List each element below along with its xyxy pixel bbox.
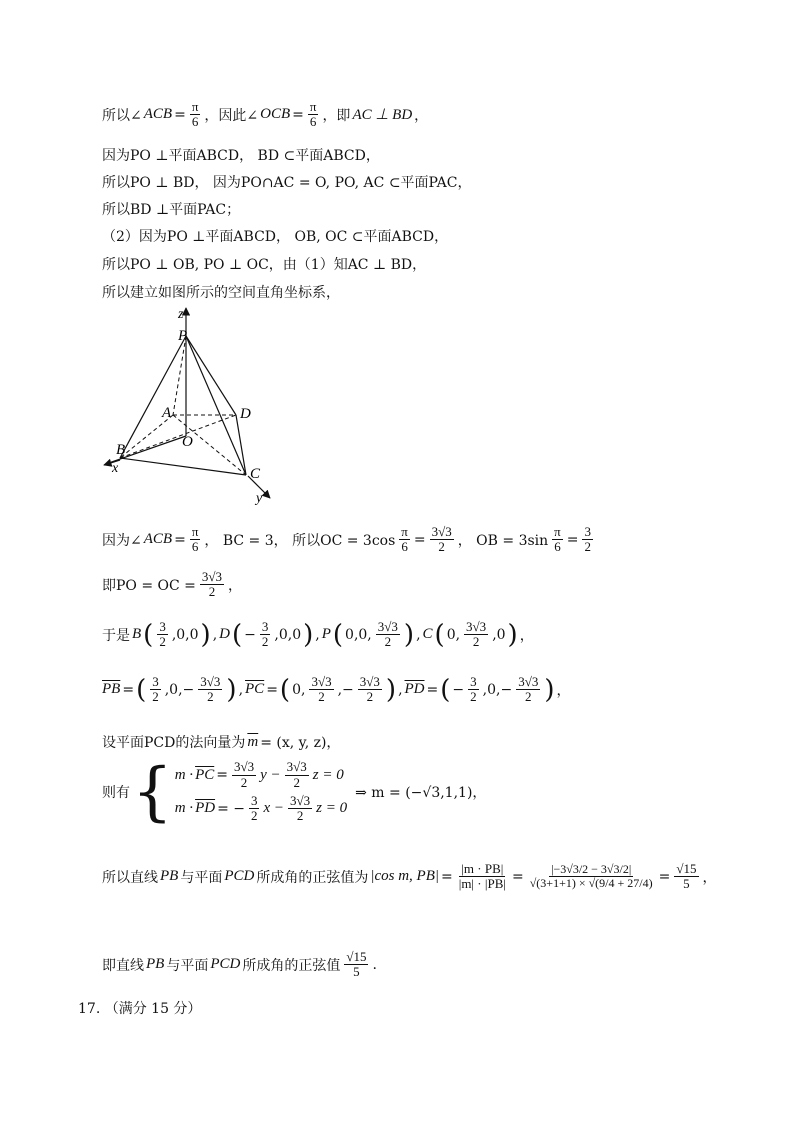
line-10: 于是 B ( $\frac{3}{2}$ ,0,0 ) , D ( − $\frac{3}{2}$ ,0,0 ) , P ( 0,0, $\frac{3√3}{2}$ ) , C ( 0, $\frac{3√3}{2}$ ,0 ) ， (102, 619, 534, 650)
line-16: 17. （满分 15 分） (78, 1001, 202, 1017)
text: 所以PO ⊥ BD， 因为PO∩AC = O, PO, AC ⊂平面PAC， (102, 175, 472, 191)
text: 所以PO ⊥ OB, PO ⊥ OC，由（1）知AC ⊥ BD， (102, 257, 427, 273)
text: 即PO = OC = (102, 577, 196, 594)
line-5 (102, 226, 448, 246)
line-6 (102, 254, 426, 274)
text: 于是 (102, 627, 130, 644)
line-2 (102, 145, 380, 165)
line-8 (102, 525, 595, 555)
text: 因为∠ (102, 532, 142, 549)
line-4 (102, 199, 240, 219)
label-B: B (116, 442, 126, 458)
text: （2）因为PO ⊥平面ABCD， OB, OC ⊂平面ABCD， (102, 229, 449, 245)
coordinate-figure (98, 300, 288, 510)
line-3 (102, 172, 472, 192)
fraction: $\frac{\pi}{6}$ (191, 99, 199, 130)
text: ， (228, 577, 243, 594)
label-D: D (240, 406, 251, 422)
fraction: $\frac{3√3}{2}$ (431, 524, 452, 555)
label-A: A (162, 405, 172, 421)
text: ， (414, 107, 429, 124)
label-z: z (178, 307, 184, 322)
fraction: $\frac{3√3}{2}$ (201, 569, 223, 600)
label-C: C (250, 466, 261, 482)
line-1 (102, 100, 428, 130)
math-var: OCB (260, 106, 291, 123)
math-var: ACB (143, 531, 173, 548)
text: ， OB = 3sin (457, 532, 549, 549)
text: = (413, 531, 426, 548)
text: ，即 (322, 107, 351, 124)
line-14: 所以直线 PB 与平面 PCD 所成角的正弦值为 |cos m, PB| = $\frac{|m \cdot PB|}{|m| \cdot |PB|}$ = $\frac{|-3√3/2 - 3√3/2|}{√(3+1+1) \times √(9/4 + 27/4)}$ = $\frac{√15}{5}$ ， (102, 861, 717, 892)
fraction: $\frac{\pi}{6}$ (309, 99, 317, 130)
text: = (292, 106, 304, 123)
line-13: 则有 { m · $\overline{PC}$ = $\frac{3√3}{2}$ y − $\frac{3√3}{2}$ z = 0 m · $\overline{PD}$ = − $\frac{3}{2}$ x − $\frac{3√3}{2}$ z = 0 ⇒ m = (−√3,1,1)， (102, 755, 487, 829)
line-12: 设平面PCD的法向量为 $\overline{m}$ = (x, y, z)， (102, 733, 341, 751)
label-x: x (112, 461, 119, 476)
math-var: ACB (143, 106, 173, 123)
text: = (174, 106, 186, 123)
text: = (174, 531, 186, 548)
line-7 (102, 282, 340, 302)
edge-PD (186, 336, 236, 415)
text: ， BC = 3， 所以OC = 3cos (204, 532, 396, 549)
line-15: 即直线 PB 与平面 PCD 所成角的正弦值 $\frac{√15}{5}$ . (102, 949, 377, 980)
math-var: AC ⊥ BD (352, 107, 413, 124)
fraction: $\frac{\pi}{6}$ (191, 524, 199, 555)
text: 所以BD ⊥平面PAC； (102, 202, 241, 218)
line-9 (102, 570, 242, 600)
equation-system: m · $\overline{PC}$ = $\frac{3√3}{2}$ y − $\frac{3√3}{2}$ z = 0 m · $\overline{PD}$ = − $\frac{3}{2}$ x − $\frac{3√3}{2}$ z = 0 (174, 759, 348, 824)
fraction: $\frac{\pi}{6}$ (401, 524, 408, 555)
fraction: $\frac{3}{2}$ (584, 524, 591, 555)
line-11: $\overline{PB}$ = ( $\frac{3}{2}$ ,0,− $\frac{3√3}{2}$ ) , $\overline{PC}$ = ( 0, $\frac{3√3}{2}$ ,− $\frac{3√3}{2}$ ) , $\overline{PD}$ = ( − $\frac{3}{2}$ ,0,− $\frac{3√3}{2}$ ) ， (102, 674, 571, 705)
text: 因为PO ⊥平面ABCD， BD ⊂平面ABCD， (102, 148, 380, 164)
edge-BC (120, 458, 246, 475)
label-O: O (182, 434, 193, 450)
edge-PC (186, 336, 246, 475)
label-P: P (178, 328, 188, 344)
text: = (566, 531, 579, 548)
text: ，因此∠ (204, 107, 259, 124)
edge-DC (236, 415, 246, 475)
text: 所以∠ (102, 107, 142, 124)
hidden-edges (120, 336, 246, 475)
text: 所以建立如图所示的空间直角坐标系， (102, 285, 340, 301)
label-y: y (256, 491, 263, 506)
fraction: $\frac{\pi}{6}$ (554, 524, 561, 555)
